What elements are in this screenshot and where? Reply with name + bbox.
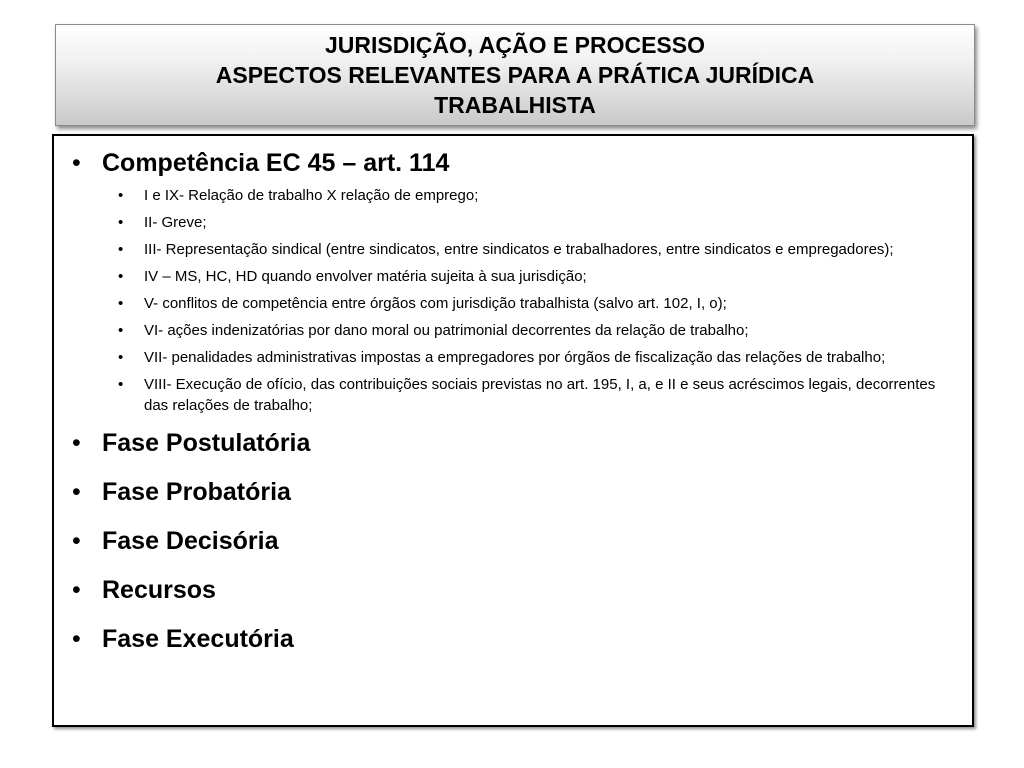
bullet-dot-icon: • xyxy=(72,149,81,177)
bullet-fase-probatoria xyxy=(54,475,972,510)
slide-content-box xyxy=(52,134,974,727)
bullet-heading: Fase Postulatória xyxy=(102,429,311,457)
sub-item-text: III- Representação sindical (entre sindicatos, entre sindicatos e trabalhadores, entre sindicatos e empregadores); xyxy=(144,241,894,258)
bullet-dot-icon: • xyxy=(72,478,81,506)
competencia-sub-list xyxy=(54,185,972,416)
bullet-dot-icon: • xyxy=(72,625,81,653)
bullet-heading: Fase Decisória xyxy=(102,527,279,555)
sub-item-text: V- conflitos de competência entre órgãos com jurisdição trabalhista (salvo art. 102, I, o); xyxy=(144,295,727,312)
slide-title-box xyxy=(55,24,975,126)
sub-bullet-dot-icon: • xyxy=(118,241,124,258)
sub-item-text: I e IX- Relação de trabalho X relação de emprego; xyxy=(144,187,479,204)
bullet-heading: Fase Executória xyxy=(102,625,294,653)
sub-item-text: IV – MS, HC, HD quando envolver matéria sujeita à sua jurisdição; xyxy=(144,268,587,285)
sub-bullet-dot-icon: • xyxy=(118,349,124,366)
sub-bullet-dot-icon: • xyxy=(118,376,124,393)
sub-list-container xyxy=(54,185,972,416)
bullet-fase-decisoria xyxy=(54,524,972,559)
sub-item-text: VIII- Execução de ofício, das contribuições sociais previstas no art. 195, I, a, e II e seus acréscimos legais, decorrentes das relações de trabalho; xyxy=(144,376,936,414)
bullet-heading: Competência EC 45 – art. 114 xyxy=(102,149,450,177)
bullet-heading: Fase Probatória xyxy=(102,478,291,506)
bullet-dot-icon: • xyxy=(72,576,81,604)
slide-title-line-1: JURISDIÇÃO, AÇÃO E PROCESSO xyxy=(325,32,705,58)
bullet-recursos xyxy=(54,573,972,608)
sub-item-v xyxy=(54,293,972,314)
sub-item-vii xyxy=(54,347,972,368)
sub-item-text: VI- ações indenizatórias por dano moral ou patrimonial decorrentes da relação de trabalho; xyxy=(144,322,749,339)
bullet-dot-icon: • xyxy=(72,429,81,457)
sub-item-iii xyxy=(54,239,972,260)
main-bullet-list xyxy=(54,146,972,671)
sub-bullet-dot-icon: • xyxy=(118,268,124,285)
slide-title-line-3: TRABALHISTA xyxy=(434,92,596,118)
bullet-dot-icon: • xyxy=(72,527,81,555)
sub-item-vi xyxy=(54,320,972,341)
bullet-fase-postulatoria xyxy=(54,426,972,461)
sub-item-iv xyxy=(54,266,972,287)
sub-item-text: VII- penalidades administrativas impostas a empregadores por órgãos de fiscalização das relações de trabalho; xyxy=(144,349,886,366)
sub-bullet-dot-icon: • xyxy=(118,214,124,231)
sub-item-i-ix xyxy=(54,185,972,206)
sub-bullet-dot-icon: • xyxy=(118,187,124,204)
sub-item-text: II- Greve; xyxy=(144,214,207,231)
sub-bullet-dot-icon: • xyxy=(118,322,124,339)
sub-item-ii xyxy=(54,212,972,233)
sub-item-viii xyxy=(54,374,972,416)
sub-bullet-dot-icon: • xyxy=(118,295,124,312)
bullet-fase-executoria xyxy=(54,622,972,657)
bullet-heading: Recursos xyxy=(102,576,216,604)
slide-title-line-2: ASPECTOS RELEVANTES PARA A PRÁTICA JURÍDICA xyxy=(215,62,815,88)
bullet-competencia xyxy=(54,146,972,181)
